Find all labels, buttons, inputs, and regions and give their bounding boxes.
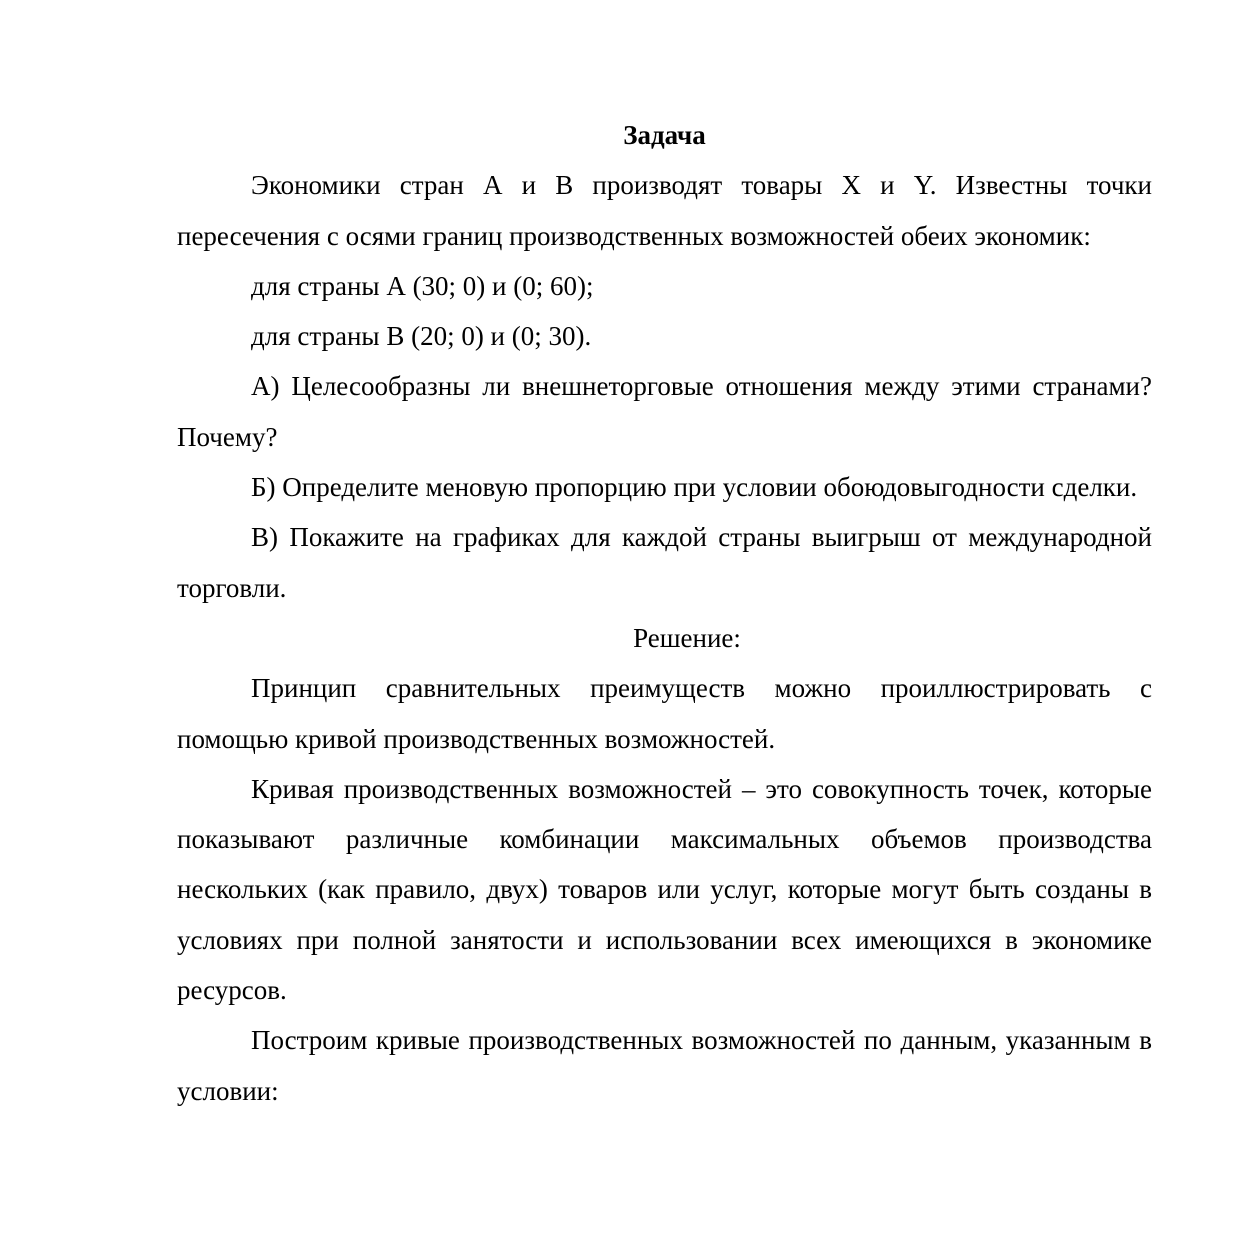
question-b: Б) Определите меновую пропорцию при условии обоюдовыгодности сделки. [251,472,1138,503]
solution-paragraph-2: Кривая производственных возможностей – это совокупность точек, которые показывают различные комбинации максимальных объемов производства нескольких (как правило, двух) товаров или услуг, которые могут быть созданы в условиях при полной занятости и использовании всех имеющихся в экономике ресурсов. [177,773,1152,1006]
problem-intro: Экономики стран А и В производят товары X и Y. Известны точки пересечения с осями границ производственных возможностей обеих экономик: [177,170,1152,251]
document-body [177,110,1152,1116]
question-a: А) Целесообразны ли внешнеторговые отношения между этими странами? Почему? [177,371,1152,452]
solution-heading: Решение: [633,622,741,653]
country-a-points: для страны А (30; 0) и (0; 60); [251,270,594,301]
solution-paragraph-3: Построим кривые производственных возможностей по данным, указанным в условии: [177,1025,1152,1106]
question-c: В) Покажите на графиках для каждой страны выигрыш от международной торговли. [177,522,1152,603]
solution-paragraph-1: Принцип сравнительных преимуществ можно проиллюстрировать с помощью кривой производственных возможностей. [177,673,1152,754]
country-b-points: для страны В (20; 0) и (0; 30). [251,321,592,352]
problem-title: Задача [623,120,706,150]
